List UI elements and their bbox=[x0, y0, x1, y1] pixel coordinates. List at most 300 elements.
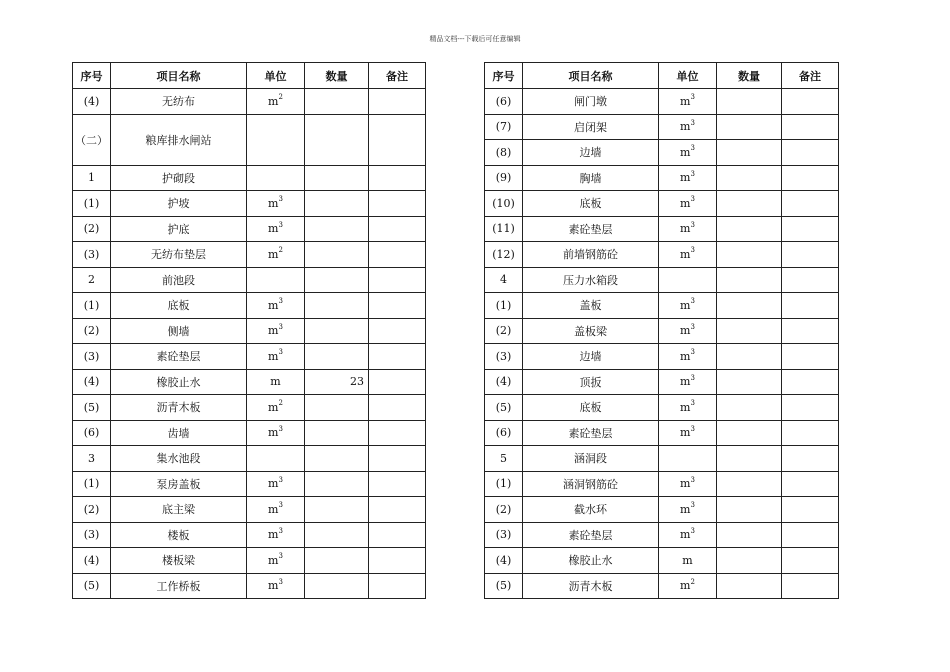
cell-note bbox=[369, 191, 426, 217]
cell-seq: (4) bbox=[73, 548, 111, 574]
table-header-row bbox=[73, 63, 426, 89]
table-body-right bbox=[485, 89, 839, 599]
cell-name: 前墙钢筋砼 bbox=[523, 242, 659, 268]
cell-unit bbox=[247, 191, 305, 217]
page-header-note: 精品文档---下载后可任意编辑 bbox=[429, 35, 521, 43]
cell-unit bbox=[659, 369, 717, 395]
unit-exponent: 3 bbox=[690, 424, 695, 433]
cell-unit bbox=[659, 191, 717, 217]
cell-name: 楼板 bbox=[111, 522, 247, 548]
table-row bbox=[485, 114, 839, 140]
cell-unit bbox=[659, 395, 717, 421]
unit-exponent: 3 bbox=[278, 424, 283, 433]
cell-qty bbox=[305, 446, 369, 472]
unit-symbol: m bbox=[682, 553, 693, 567]
cell-unit bbox=[247, 267, 305, 293]
cell-qty bbox=[717, 191, 782, 217]
cell-qty bbox=[717, 216, 782, 242]
table-row bbox=[73, 191, 426, 217]
cell-qty bbox=[717, 89, 782, 115]
cell-note bbox=[369, 420, 426, 446]
cell-name: 素砼垫层 bbox=[523, 420, 659, 446]
column-header-note: 备注 bbox=[369, 63, 426, 89]
table-row bbox=[73, 573, 426, 599]
unit-symbol: m bbox=[680, 426, 691, 440]
unit-symbol: m bbox=[680, 298, 691, 312]
cell-qty bbox=[305, 114, 369, 165]
column-header-note: 备注 bbox=[782, 63, 839, 89]
cell-note bbox=[369, 242, 426, 268]
cell-note bbox=[782, 165, 839, 191]
unit-exponent: 3 bbox=[690, 475, 695, 484]
cell-note bbox=[369, 89, 426, 115]
table-row bbox=[485, 446, 839, 472]
cell-note bbox=[369, 114, 426, 165]
table-row bbox=[485, 191, 839, 217]
cell-seq: (2) bbox=[485, 497, 523, 523]
unit-exponent: 3 bbox=[690, 348, 695, 357]
unit-exponent: 3 bbox=[690, 501, 695, 510]
cell-qty bbox=[717, 369, 782, 395]
table-row bbox=[73, 114, 426, 165]
cell-unit bbox=[247, 293, 305, 319]
unit-symbol: m bbox=[680, 120, 691, 134]
unit-symbol: m bbox=[680, 477, 691, 491]
table-row bbox=[485, 293, 839, 319]
cell-name: 素砼垫层 bbox=[111, 344, 247, 370]
cell-unit bbox=[659, 165, 717, 191]
cell-seq: (4) bbox=[485, 369, 523, 395]
cell-unit bbox=[247, 318, 305, 344]
unit-symbol: m bbox=[680, 94, 691, 108]
cell-seq: （二） bbox=[73, 114, 111, 165]
unit-exponent: 3 bbox=[690, 169, 695, 178]
cell-note bbox=[782, 267, 839, 293]
cell-qty bbox=[717, 267, 782, 293]
table-row bbox=[485, 420, 839, 446]
cell-qty bbox=[717, 318, 782, 344]
cell-name: 护坡 bbox=[111, 191, 247, 217]
table-body-left bbox=[73, 89, 426, 599]
cell-qty bbox=[305, 497, 369, 523]
cell-unit bbox=[659, 216, 717, 242]
unit-exponent: 2 bbox=[278, 93, 283, 102]
cell-unit bbox=[247, 471, 305, 497]
unit-exponent: 2 bbox=[278, 246, 283, 255]
cell-name: 护砌段 bbox=[111, 165, 247, 191]
table-row bbox=[485, 369, 839, 395]
cell-note bbox=[369, 369, 426, 395]
cell-unit bbox=[659, 318, 717, 344]
cell-qty bbox=[305, 522, 369, 548]
cell-unit bbox=[659, 573, 717, 599]
cell-name: 盖板 bbox=[523, 293, 659, 319]
cell-unit bbox=[659, 420, 717, 446]
cell-note bbox=[369, 344, 426, 370]
cell-note bbox=[782, 293, 839, 319]
cell-name: 集水池段 bbox=[111, 446, 247, 472]
cell-seq: (3) bbox=[73, 242, 111, 268]
cell-note bbox=[369, 165, 426, 191]
cell-unit bbox=[659, 267, 717, 293]
cell-seq: (1) bbox=[73, 471, 111, 497]
unit-symbol: m bbox=[268, 247, 279, 261]
table-row bbox=[485, 216, 839, 242]
cell-name: 沥青木板 bbox=[111, 395, 247, 421]
cell-note bbox=[782, 114, 839, 140]
cell-name: 涵洞段 bbox=[523, 446, 659, 472]
cell-note bbox=[782, 395, 839, 421]
cell-unit bbox=[659, 471, 717, 497]
cell-seq: (2) bbox=[73, 497, 111, 523]
cell-note bbox=[369, 216, 426, 242]
unit-symbol: m bbox=[680, 222, 691, 236]
cell-note bbox=[782, 446, 839, 472]
unit-symbol: m bbox=[268, 196, 279, 210]
column-header-unit: 单位 bbox=[247, 63, 305, 89]
unit-symbol: m bbox=[680, 502, 691, 516]
unit-symbol: m bbox=[268, 94, 279, 108]
unit-exponent: 3 bbox=[278, 501, 283, 510]
cell-note bbox=[369, 573, 426, 599]
table-row bbox=[73, 293, 426, 319]
table-row bbox=[485, 165, 839, 191]
cell-seq: (5) bbox=[485, 395, 523, 421]
column-header-qty: 数量 bbox=[717, 63, 782, 89]
column-header-name: 项目名称 bbox=[111, 63, 247, 89]
cell-qty bbox=[717, 471, 782, 497]
cell-note bbox=[782, 318, 839, 344]
cell-seq: (3) bbox=[485, 522, 523, 548]
cell-unit bbox=[247, 165, 305, 191]
cell-qty bbox=[305, 165, 369, 191]
cell-name: 无纺布垫层 bbox=[111, 242, 247, 268]
table-row bbox=[485, 89, 839, 115]
cell-unit bbox=[659, 89, 717, 115]
cell-qty bbox=[305, 548, 369, 574]
cell-unit bbox=[247, 395, 305, 421]
cell-qty bbox=[305, 89, 369, 115]
unit-exponent: 3 bbox=[690, 93, 695, 102]
unit-exponent: 3 bbox=[278, 195, 283, 204]
quantity-table-left bbox=[72, 62, 426, 599]
cell-note bbox=[782, 497, 839, 523]
cell-qty bbox=[717, 165, 782, 191]
unit-exponent: 3 bbox=[690, 373, 695, 382]
table-row bbox=[485, 471, 839, 497]
cell-note bbox=[782, 573, 839, 599]
cell-unit bbox=[659, 140, 717, 166]
cell-unit bbox=[247, 114, 305, 165]
table-row bbox=[485, 344, 839, 370]
unit-symbol: m bbox=[268, 579, 279, 593]
cell-seq: (6) bbox=[73, 420, 111, 446]
unit-exponent: 3 bbox=[278, 322, 283, 331]
unit-symbol: m bbox=[268, 349, 279, 363]
unit-symbol: m bbox=[268, 426, 279, 440]
table-row bbox=[73, 395, 426, 421]
unit-symbol: m bbox=[680, 349, 691, 363]
unit-exponent: 3 bbox=[278, 348, 283, 357]
cell-qty bbox=[717, 548, 782, 574]
unit-exponent: 3 bbox=[690, 118, 695, 127]
cell-unit bbox=[659, 522, 717, 548]
cell-seq: 4 bbox=[485, 267, 523, 293]
cell-name: 橡胶止水 bbox=[523, 548, 659, 574]
cell-name: 底板 bbox=[111, 293, 247, 319]
cell-note bbox=[782, 344, 839, 370]
column-header-seq: 序号 bbox=[73, 63, 111, 89]
cell-unit bbox=[247, 573, 305, 599]
cell-unit bbox=[247, 344, 305, 370]
cell-note bbox=[369, 522, 426, 548]
unit-exponent: 3 bbox=[690, 144, 695, 153]
cell-name: 边墙 bbox=[523, 344, 659, 370]
cell-qty bbox=[717, 446, 782, 472]
cell-name: 粮库排水闸站 bbox=[111, 114, 247, 165]
unit-symbol: m bbox=[268, 528, 279, 542]
cell-qty bbox=[305, 471, 369, 497]
unit-symbol: m bbox=[680, 171, 691, 185]
cell-seq: (1) bbox=[73, 191, 111, 217]
unit-symbol: m bbox=[268, 400, 279, 414]
cell-note bbox=[782, 216, 839, 242]
cell-qty bbox=[717, 344, 782, 370]
cell-name: 底板 bbox=[523, 191, 659, 217]
cell-unit bbox=[247, 89, 305, 115]
cell-seq: (2) bbox=[485, 318, 523, 344]
cell-unit bbox=[659, 497, 717, 523]
cell-qty bbox=[717, 522, 782, 548]
column-header-seq: 序号 bbox=[485, 63, 523, 89]
table-row bbox=[485, 573, 839, 599]
cell-seq: 3 bbox=[73, 446, 111, 472]
unit-symbol: m bbox=[268, 477, 279, 491]
table-row bbox=[73, 216, 426, 242]
cell-seq: (8) bbox=[485, 140, 523, 166]
table-row bbox=[73, 522, 426, 548]
cell-qty bbox=[305, 420, 369, 446]
cell-name: 涵洞钢筋砼 bbox=[523, 471, 659, 497]
unit-symbol: m bbox=[680, 375, 691, 389]
cell-note bbox=[782, 191, 839, 217]
cell-seq: 1 bbox=[73, 165, 111, 191]
cell-note bbox=[369, 471, 426, 497]
table-row bbox=[485, 318, 839, 344]
cell-name: 截水环 bbox=[523, 497, 659, 523]
cell-qty bbox=[717, 573, 782, 599]
unit-symbol: m bbox=[680, 579, 691, 593]
cell-qty bbox=[305, 395, 369, 421]
table-header-row bbox=[485, 63, 839, 89]
cell-qty bbox=[305, 191, 369, 217]
unit-exponent: 3 bbox=[690, 526, 695, 535]
cell-qty bbox=[717, 420, 782, 446]
cell-note bbox=[782, 420, 839, 446]
unit-exponent: 3 bbox=[278, 526, 283, 535]
column-header-qty: 数量 bbox=[305, 63, 369, 89]
table-row bbox=[73, 318, 426, 344]
table-row bbox=[73, 446, 426, 472]
unit-exponent: 3 bbox=[690, 399, 695, 408]
table-row bbox=[73, 420, 426, 446]
cell-unit bbox=[247, 522, 305, 548]
cell-seq: 5 bbox=[485, 446, 523, 472]
cell-qty bbox=[305, 216, 369, 242]
cell-seq: (6) bbox=[485, 420, 523, 446]
cell-qty bbox=[305, 242, 369, 268]
unit-exponent: 3 bbox=[278, 577, 283, 586]
table-row bbox=[73, 369, 426, 395]
cell-seq: (3) bbox=[73, 344, 111, 370]
table-row bbox=[485, 140, 839, 166]
cell-unit bbox=[247, 548, 305, 574]
unit-symbol: m bbox=[680, 247, 691, 261]
cell-qty bbox=[305, 318, 369, 344]
unit-symbol: m bbox=[680, 400, 691, 414]
cell-name: 泵房盖板 bbox=[111, 471, 247, 497]
unit-symbol: m bbox=[268, 502, 279, 516]
table-row bbox=[73, 548, 426, 574]
cell-name: 前池段 bbox=[111, 267, 247, 293]
cell-unit bbox=[659, 446, 717, 472]
cell-name: 素砼垫层 bbox=[523, 216, 659, 242]
cell-unit bbox=[659, 344, 717, 370]
cell-name: 底板 bbox=[523, 395, 659, 421]
cell-note bbox=[782, 548, 839, 574]
cell-name: 顶扳 bbox=[523, 369, 659, 395]
cell-note bbox=[782, 522, 839, 548]
unit-exponent: 3 bbox=[278, 552, 283, 561]
cell-qty bbox=[717, 140, 782, 166]
unit-symbol: m bbox=[680, 196, 691, 210]
cell-unit bbox=[659, 548, 717, 574]
cell-seq: (10) bbox=[485, 191, 523, 217]
cell-seq: (3) bbox=[485, 344, 523, 370]
cell-seq: (2) bbox=[73, 216, 111, 242]
cell-unit bbox=[659, 293, 717, 319]
table-row bbox=[485, 242, 839, 268]
cell-seq: (4) bbox=[485, 548, 523, 574]
table-row bbox=[485, 522, 839, 548]
cell-seq: (4) bbox=[73, 369, 111, 395]
unit-symbol: m bbox=[268, 324, 279, 338]
cell-seq: (6) bbox=[485, 89, 523, 115]
unit-symbol: m bbox=[680, 324, 691, 338]
unit-exponent: 2 bbox=[690, 577, 695, 586]
cell-name: 启闭架 bbox=[523, 114, 659, 140]
cell-qty bbox=[717, 242, 782, 268]
cell-note bbox=[782, 369, 839, 395]
unit-exponent: 3 bbox=[278, 220, 283, 229]
unit-symbol: m bbox=[268, 298, 279, 312]
cell-qty bbox=[305, 267, 369, 293]
cell-unit bbox=[247, 216, 305, 242]
table-row bbox=[485, 267, 839, 293]
cell-qty bbox=[305, 293, 369, 319]
cell-seq: 2 bbox=[73, 267, 111, 293]
column-header-unit: 单位 bbox=[659, 63, 717, 89]
cell-note bbox=[782, 242, 839, 268]
cell-unit bbox=[247, 420, 305, 446]
unit-symbol: m bbox=[680, 145, 691, 159]
unit-exponent: 3 bbox=[690, 246, 695, 255]
cell-unit bbox=[659, 114, 717, 140]
cell-seq: (5) bbox=[73, 573, 111, 599]
cell-note bbox=[782, 89, 839, 115]
cell-name: 素砼垫层 bbox=[523, 522, 659, 548]
cell-note bbox=[369, 395, 426, 421]
cell-name: 闸门墩 bbox=[523, 89, 659, 115]
unit-exponent: 3 bbox=[690, 297, 695, 306]
cell-qty bbox=[305, 344, 369, 370]
unit-symbol: m bbox=[268, 553, 279, 567]
cell-qty bbox=[305, 573, 369, 599]
unit-exponent: 3 bbox=[690, 220, 695, 229]
unit-exponent: 3 bbox=[690, 322, 695, 331]
unit-exponent: 3 bbox=[278, 297, 283, 306]
cell-name: 工作桥板 bbox=[111, 573, 247, 599]
quantity-table-right bbox=[484, 62, 839, 599]
cell-qty bbox=[717, 114, 782, 140]
cell-unit bbox=[247, 497, 305, 523]
cell-note bbox=[369, 548, 426, 574]
cell-seq: (1) bbox=[485, 471, 523, 497]
table-row bbox=[73, 267, 426, 293]
cell-name: 边墙 bbox=[523, 140, 659, 166]
unit-exponent: 3 bbox=[690, 195, 695, 204]
table-row bbox=[73, 165, 426, 191]
cell-seq: (5) bbox=[73, 395, 111, 421]
table-row bbox=[73, 242, 426, 268]
cell-seq: (9) bbox=[485, 165, 523, 191]
cell-unit bbox=[247, 446, 305, 472]
column-header-name: 项目名称 bbox=[523, 63, 659, 89]
table-row bbox=[73, 471, 426, 497]
unit-exponent: 2 bbox=[278, 399, 283, 408]
cell-seq: (11) bbox=[485, 216, 523, 242]
cell-name: 沥青木板 bbox=[523, 573, 659, 599]
cell-unit bbox=[247, 242, 305, 268]
cell-name: 底主梁 bbox=[111, 497, 247, 523]
cell-name: 护底 bbox=[111, 216, 247, 242]
unit-symbol: m bbox=[270, 375, 281, 389]
cell-qty bbox=[717, 497, 782, 523]
cell-seq: (4) bbox=[73, 89, 111, 115]
cell-note bbox=[782, 140, 839, 166]
cell-name: 侧墙 bbox=[111, 318, 247, 344]
cell-note bbox=[782, 471, 839, 497]
cell-name: 无纺布 bbox=[111, 89, 247, 115]
table-row bbox=[485, 497, 839, 523]
cell-unit bbox=[247, 369, 305, 395]
cell-note bbox=[369, 446, 426, 472]
cell-name: 压力水箱段 bbox=[523, 267, 659, 293]
cell-name: 胸墙 bbox=[523, 165, 659, 191]
cell-note bbox=[369, 293, 426, 319]
cell-seq: (1) bbox=[73, 293, 111, 319]
cell-note bbox=[369, 497, 426, 523]
cell-qty bbox=[717, 293, 782, 319]
unit-symbol: m bbox=[268, 222, 279, 236]
unit-exponent: 3 bbox=[278, 475, 283, 484]
cell-name: 橡胶止水 bbox=[111, 369, 247, 395]
table-row bbox=[73, 89, 426, 115]
cell-note bbox=[369, 318, 426, 344]
cell-seq: (5) bbox=[485, 573, 523, 599]
cell-seq: (12) bbox=[485, 242, 523, 268]
cell-seq: (3) bbox=[73, 522, 111, 548]
